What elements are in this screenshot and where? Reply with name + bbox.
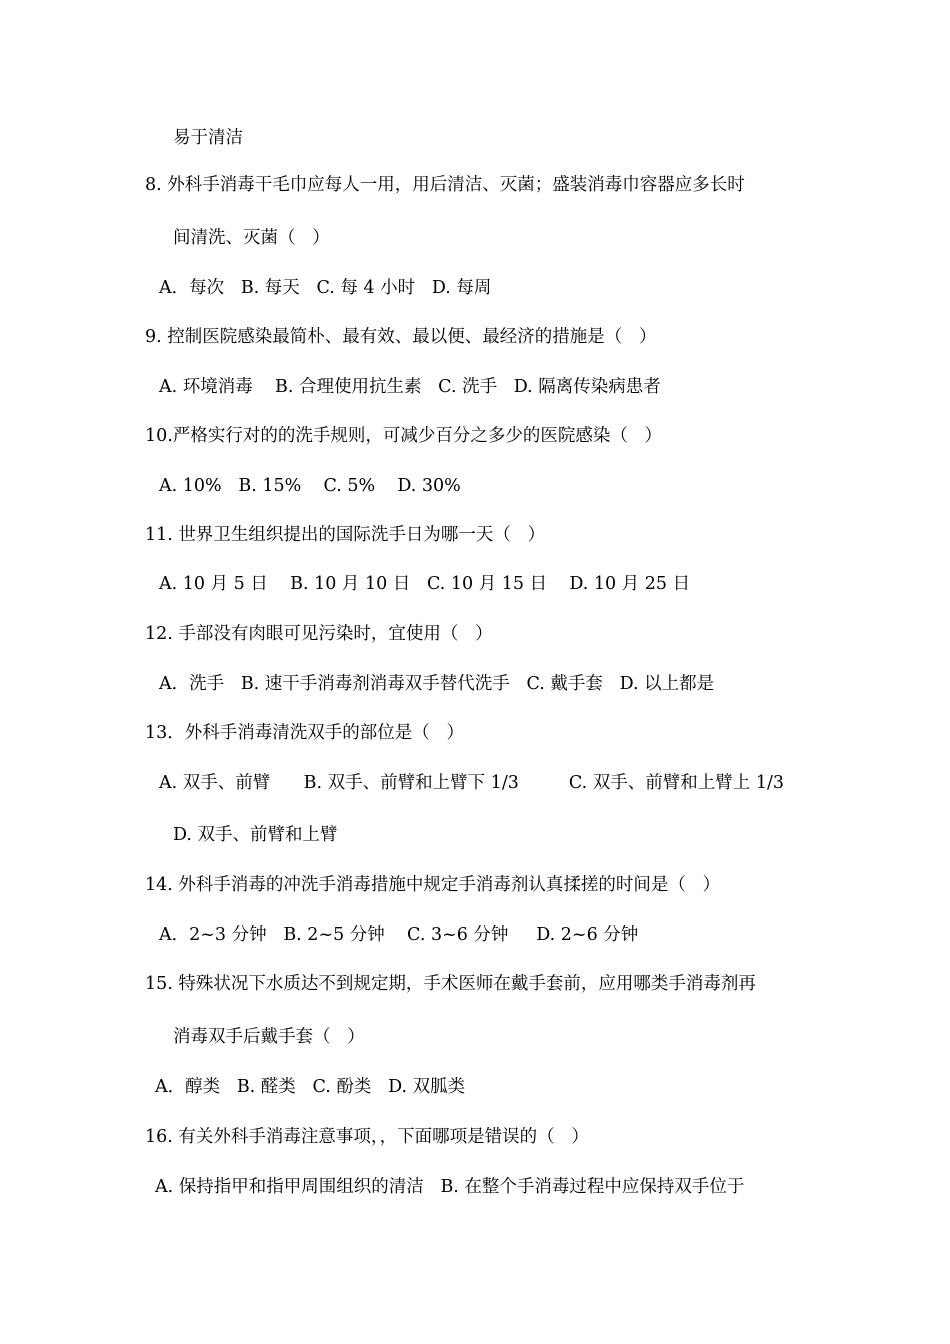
question-11: 11. 世界卫生组织提出的国际洗手日为哪一天（ ） [145,525,546,545]
question-10: 10.严格实行对的的洗手规则，可减少百分之多少的医院感染（ ） [145,426,663,446]
question-15: 15. 特殊状况下水质达不到规定期，手术医师在戴手套前，应用哪类手消毒剂再 [145,974,756,994]
text-line: D. 双手、前臂和上臂 [173,825,338,845]
options-10: A. 10% B. 15% C. 5% D. 30% [159,476,461,496]
options-14: A．2~3 分钟 B. 2~5 分钟 C. 3~6 分钟 D. 2~6 分钟 [159,925,639,945]
question-14: 14. 外科手消毒的冲洗手消毒措施中规定手消毒剂认真揉搓的时间是（ ） [145,875,721,895]
options-11: A. 10 月 5 日 B. 10 月 10 日 C. 10 月 15 日 D. 10 月 25 日 [159,574,691,594]
question-12: 12. 手部没有肉眼可见污染时，宜使用（ ） [145,624,493,644]
question-16: 16. 有关外科手消毒注意事项，，下面哪项是错误的（ ） [145,1127,589,1147]
options-8: A．每次 B. 每天 C. 每 4 小时 D. 每周 [159,278,492,298]
options-12: A．洗手 B. 速干手消毒剂消毒双手替代洗手 C. 戴手套 D. 以上都是 [159,674,715,694]
text-line: 易于清洁 [173,128,243,148]
options-13: A. 双手、前臂 B. 双手、前臂和上臂下 1/3 C. 双手、前臂和上臂上 1/3 [159,773,785,793]
text-line: 间清洗、灭菌（ ） [173,228,330,248]
question-13: 13．外科手消毒清洗双手的部位是（ ） [145,723,464,743]
options-15: A．醇类 B. 醛类 C. 酚类 D. 双胍类 [155,1077,466,1097]
options-9: A. 环境消毒 B. 合理使用抗生素 C. 洗手 D. 隔离传染病患者 [159,377,661,397]
options-16: A. 保持指甲和指甲周围组织的清洁 B. 在整个手消毒过程中应保持双手位于 [155,1177,745,1197]
question-9: 9. 控制医院感染最简朴、最有效、最以便、最经济的措施是（ ） [145,327,657,347]
question-8: 8. 外科手消毒干毛巾应每人一用，用后清洁、灭菌；盛装消毒巾容器应多长时 [145,175,745,195]
text-line: 消毒双手后戴手套（ ） [173,1027,365,1047]
